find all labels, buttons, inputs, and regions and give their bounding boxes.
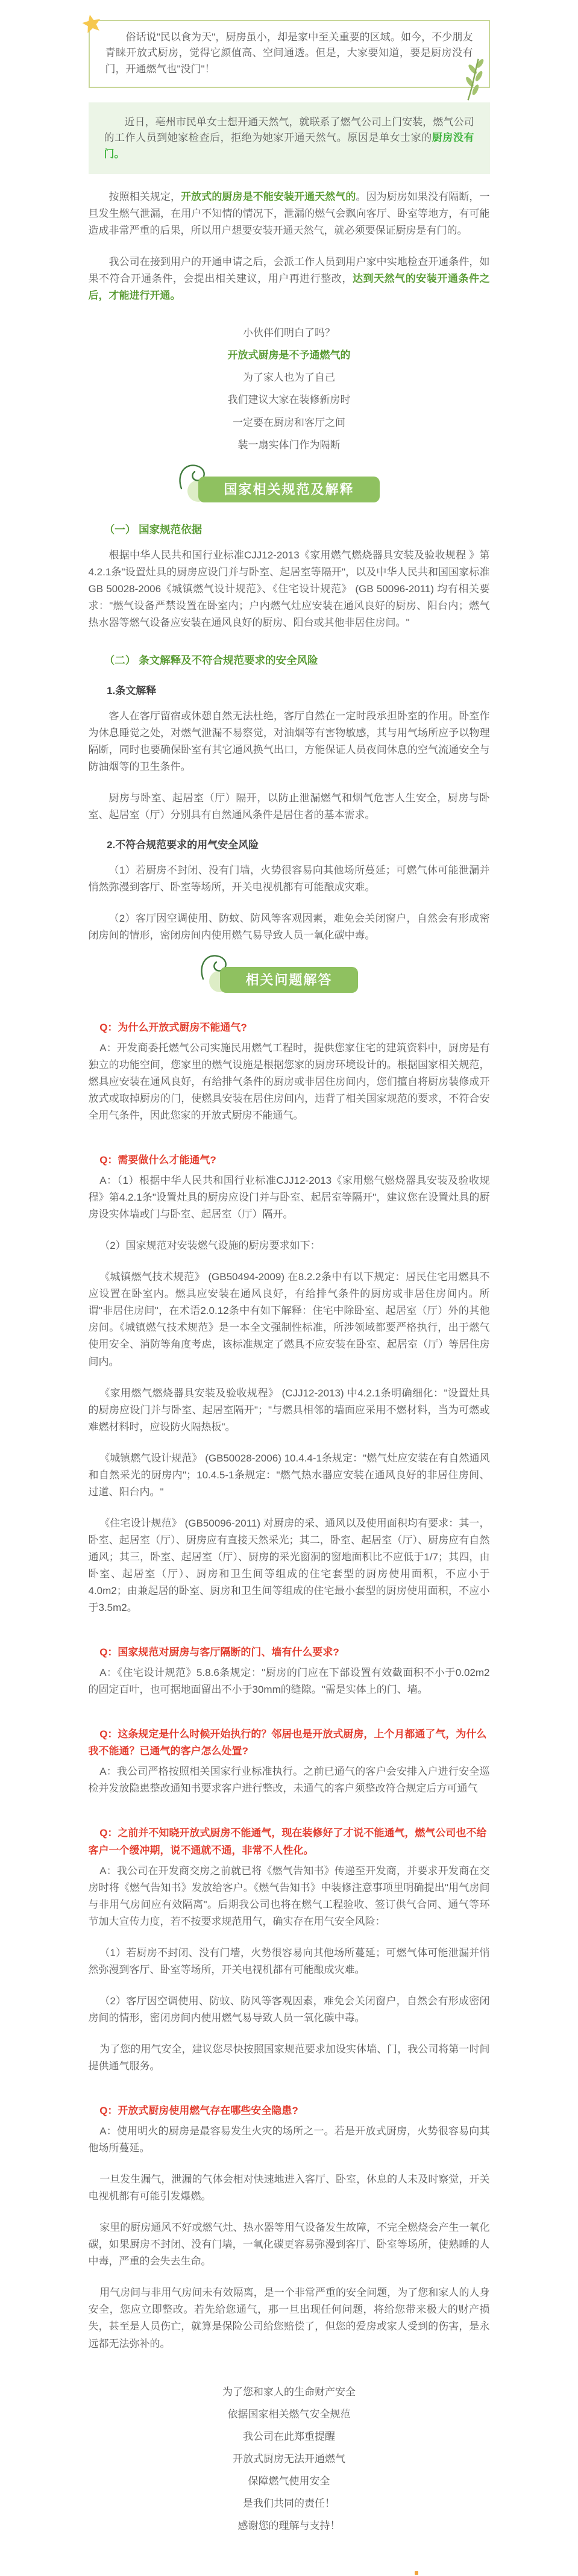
clause-explain-paragraph-2: 厨房与卧室、起居室（厅）隔开，以防止泄漏燃气和烟气危害人生安全，厨房与卧室、起居室（厅）分别具有自然通风条件是居住者的基本需求。 (88, 792, 490, 821)
risk-subheading: 2.不符合规范要求的用气安全风险 (107, 839, 259, 851)
slogan-block (89, 325, 490, 453)
qa1-question: Q：为什么开放式厨房不能通气? (99, 1021, 247, 1033)
qa1-answer: A：开发商委托燃气公司实施民用燃气工程时，提供您家住宅的建筑资料中，厨房是有独立的功能空间，您家里的燃气设施是根据您家的厨房环境设计的。根据国家相关规范，燃具应安装在通风良好，有给排气条件的厨房或非居住房间内，您们擅自将厨房装修成开放式或取掉厨房的门，使燃具安装在居住房间内，违背了相关国家规范的要求，不符合安全用气条件，因此您家的开放式厨房不能通气。 (88, 1042, 490, 1121)
intro-quote-box (89, 20, 490, 88)
slogan-line-4: 我们建议大家在装修新房时 (227, 394, 351, 406)
article-content (89, 20, 490, 2534)
regulations-section-button[interactable]: 国家相关规范及解释 (198, 477, 379, 502)
qa6-question: Q：开放式厨房使用燃气存在哪些安全隐患? (99, 2105, 298, 2117)
qa6-answer-4: 用气房间与非用气房间未有效隔离，是一个非常严重的安全问题，为了您和家人的人身安全，您应立即整改。若先给您通气，那一旦出现任何问题，将给您带来极大的财产损失，甚至是人员伤亡，就算是保险公司给您赔偿了，但您的爱房或家人受到的伤害，是永远都无法弥补的。 (88, 2287, 490, 2349)
leaf-branch-icon (461, 57, 488, 107)
qa5-answer-2: （1）若厨房不封闭、没有门墙，火势很容易向其他场所蔓延；可燃气体可能泄漏并悄然弥漫到客厅、卧室等场所，开关电视机都有可能酿成灾难。 (88, 1946, 490, 1975)
slogan-line-3: 为了家人也为了自己 (243, 372, 335, 384)
regulations-heading-2: （二） 条文解释及不符合规范要求的安全风险 (104, 654, 318, 667)
closing-line-1: 为了您和家人的生命财产安全 (222, 2386, 356, 2398)
regulations-basis-paragraph: 根据中华人民共和国行业标准CJJ12-2013《家用燃气燃烧器具安装及验收规程 》第4.2.1条"设置灶具的厨房应设门并与卧室、起居室等隔开"，以及中华人民共和国国家标准GB 50028-2006《城镇燃气设计规范》、《住宅设计规范》 (GB 50096-2011) 均有相关要求："燃气设备严禁设置在卧室内；户内燃气灶应安装在通风良好的厨房、阳台内；燃气热水器等燃气设备应安装在通风良好的厨房、阳台或其他非居住房间。" (88, 549, 490, 628)
qa3-answer: A：《住宅设计规范》5.8.6条规定："厨房的门应在下部设置有效截面积不小于0.02m2的固定百叶，也可据地面留出不小于30mm的缝隙。"需是实体上的门、墙。 (88, 1667, 490, 1696)
slogan-line-2: 开放式厨房是不予通燃气的 (227, 349, 351, 361)
closing-line-6: 是我们共同的责任！ (243, 2497, 335, 2509)
qa5-question: Q：之前并不知晓开放式厨房不能通气，现在装修好了才说不能通气，燃气公司也不给客户一个缓冲期，说不通就不通，非常不人性化。 (88, 1827, 487, 1856)
qa6-answer-2: 一旦发生漏气，泄漏的气体会相对快速地进入客厅、卧室，休息的人未及时察觉，开关电视机都有可能引发爆燃。 (88, 2174, 490, 2202)
lead-paragraph-2: 我公司在接到用户的开通申请之后，会派工作人员到用户家中实地检查开通条件，如果不符合开通条件，会提出相关建议，用户再进行整改，达到天然气的安装开通条件之后，才能进行开通。 (88, 256, 490, 302)
section-header-qa (89, 969, 490, 991)
qa-section-button[interactable]: 相关问题解答 (220, 967, 357, 993)
news-text: 近日，亳州市民单女士想开通天然气，就联系了燃气公司上门安装，燃气公司的工作人员到她家检查后，拒绝为她家开通天然气。原因是单女士家的厨房没有门。 (104, 116, 474, 160)
qa2-answer-1: A：（1）根据中华人民共和国行业标准CJJ12-2013《家用燃气燃烧器具安装及验收规程》第4.2.1条"设置灶具的厨房应设门并与卧室、起居室等隔开"，建议您在设置灶具的厨房设实体墙或门与卧室、起居室（厅）隔开。 (88, 1175, 490, 1221)
qa2-question: Q：需要做什么才能通气? (99, 1154, 216, 1166)
qa2-answer-6: 《住宅设计规范》 (GB50096-2011) 对厨房的采、通风以及使用面积均有要求：其一，卧室、起居室（厅）、厨房应有直接天然采光；其二，卧室、起居室（厅）、厨房应有自然通风；其三，卧室、起居室（厅）、厨房的采光窗洞的窗地面积比不应低于1/7；其四，由卧室、起居室（厅）、厨房和卫生间等组成的住宅套型的厨房使用面积，不应小于4.0m2；由兼起居的卧室、厨房和卫生间等组成的住宅最小套型的厨房使用面积，不应小于3.5m2。 (88, 1517, 490, 1614)
clause-explain-paragraph-1: 客人在客厅留宿或休憩自然无法杜绝，客厅自然在一定时段承担卧室的作用。卧室作为休息睡觉之处，对燃气泄漏不易察觉，对油烟等有害物敏感，其与用气场所应予以物理隔断，同时也要确保卧室有其它通风换气出口，方能保证人员夜间休息的空气流通安全与防油烟等的卫生条件。 (88, 710, 490, 773)
star-icon (80, 12, 104, 40)
clause-explain-subheading: 1.条文解释 (107, 684, 157, 696)
bottom-marker (415, 2571, 418, 2575)
slogan-line-5: 一定要在厨房和客厅之间 (233, 416, 345, 428)
qa2-answer-2: （2）国家规范对安装燃气设施的厨房要求如下： (99, 1240, 321, 1252)
closing-line-3: 我公司在此郑重提醒 (243, 2430, 335, 2442)
qa2-answer-4: 《家用燃气燃烧器具安装及验收规程》 (CJJ12-2013) 中4.2.1条明确细化："设置灶具的厨房应设门并与卧室、起居室隔开"；"与燃具相邻的墙面应采用不燃材料，当为可燃或难燃材料时，应设防火隔热板"。 (88, 1387, 490, 1433)
qa2-answer-5: 《城镇燃气设计规范》 (GB50028-2006) 10.4.4-1条规定："燃气灶应安装在有自然通风和自然采光的厨房内"；10.4.5-1条规定："燃气热水器应安装在通风良好的非居住房间、过道、阳台内。" (88, 1452, 490, 1498)
regulations-heading-1: （一） 国家规范依据 (104, 523, 203, 536)
qa5-answer-3: （2）客厅因空调使用、防蚊、防风等客观因素，难免会关闭窗户，自然会有形成密闭房间的情形，密闭房间内使用燃气易导致人员一氧化碳中毒。 (88, 1995, 490, 2024)
qa4-question: Q：这条规定是什么时候开始执行的？邻居也是开放式厨房，上个月都通了气，为什么我不能通？已通气的客户怎么处置? (88, 1728, 487, 1757)
qa5-answer-4: 为了您的用气安全，建议您尽快按照国家规范要求加设实体墙、门，我公司将第一时间提供通气服务。 (88, 2043, 490, 2072)
section-header-regulations (89, 479, 490, 501)
closing-line-7: 感谢您的理解与支持！ (237, 2519, 341, 2531)
closing-line-5: 保障燃气使用安全 (248, 2475, 330, 2487)
lead-paragraph-1: 按照相关规定，开放式的厨房是不能安装开通天然气的。因为厨房如果没有隔断，一旦发生燃气泄漏，在用户不知情的情况下，泄漏的燃气会飘向客厅、卧室等地方，有可能造成非常严重的后果，所以用户想要安装开通天然气，就必须要保证厨房是有门的。 (88, 191, 490, 237)
qa6-answer-3: 家里的厨房通风不好或燃气灶、热水器等用气设备发生故障，不完全燃烧会产生一氧化碳，如果厨房不封闭、没有门墙，一氧化碳更容易弥漫到客厅、卧室等场所，使熟睡的人中毒，严重的会失去生命。 (88, 2222, 490, 2268)
slogan-line-1: 小伙伴们明白了吗？ (243, 327, 335, 339)
qa3-question: Q：国家规范对厨房与客厅隔断的门、墙有什么要求? (99, 1646, 339, 1658)
qa5-answer-1: A：我公司在开发商交房之前就已将《燃气告知书》传递至开发商，并要求开发商在交房时将《燃气告知书》发放给客户。《燃气告知书》中装修注意事项里明确提出"用气房间与非用气房间应有效隔离"。后期我公司也将在燃气工程验收、签订供气合同、通气等环节加大宣传力度，若不按要求规范用气，确实存在用气安全风险： (88, 1865, 490, 1927)
qa2-answer-3: 《城镇燃气技术规范》 (GB50494-2009) 在8.2.2条中有以下规定：居民住宅用燃具不应设置在卧室内。燃具应安装在通风良好，有给排气条件的厨房或非居住房间内。所谓"非居住房间"，在术语2.0.12条中有如下解释：住宅中除卧室、起居室（厅）外的其他房间。《城镇燃气技术规范》是一本全文强制性标准，所涉领域都要严格执行，出于燃气使用安全、消防等角度考虑，该标准规定了燃具不应安装在卧室、起居室（厅）等居住房间内。 (88, 1271, 490, 1368)
closing-line-4: 开放式厨房无法开通燃气 (233, 2453, 345, 2465)
closing-line-2: 依据国家相关燃气安全规范 (227, 2408, 351, 2420)
risk-paragraph-1: （1）若厨房不封闭、没有门墙，火势很容易向其他场所蔓延；可燃气体可能泄漏并悄然弥漫到客厅、卧室等场所，开关电视机都有可能酿成灾难。 (88, 864, 490, 893)
qa6-answer-1: A：使用明火的厨房是最容易发生火灾的场所之一。若是开放式厨房，火势很容易向其他场所蔓延。 (88, 2125, 490, 2154)
news-highlight-box (89, 102, 490, 174)
slogan-line-6: 装一扇实体门作为隔断 (237, 439, 341, 451)
closing-block (89, 2384, 490, 2534)
qa4-answer: A：我公司严格按照相关国家行业标准执行。之前已通气的客户会安排入户进行安全巡检并发放隐患整改通知书要求客户进行整改，未通气的客户须整改符合规定后方可通气 (88, 1766, 490, 1795)
intro-text: 俗话说"民以食为天"，厨房虽小，却是家中至关重要的区域。如今，不少朋友青睐开放式厨房，觉得它颜值高、空间通透。但是，大家要知道，要是厨房没有门，开通燃气也"没门"！ (105, 31, 473, 75)
risk-paragraph-2: （2）客厅因空调使用、防蚊、防风等客观因素，难免会关闭窗户，自然会有形成密闭房间的情形，密闭房间内使用燃气易导致人员一氧化碳中毒。 (88, 913, 490, 942)
